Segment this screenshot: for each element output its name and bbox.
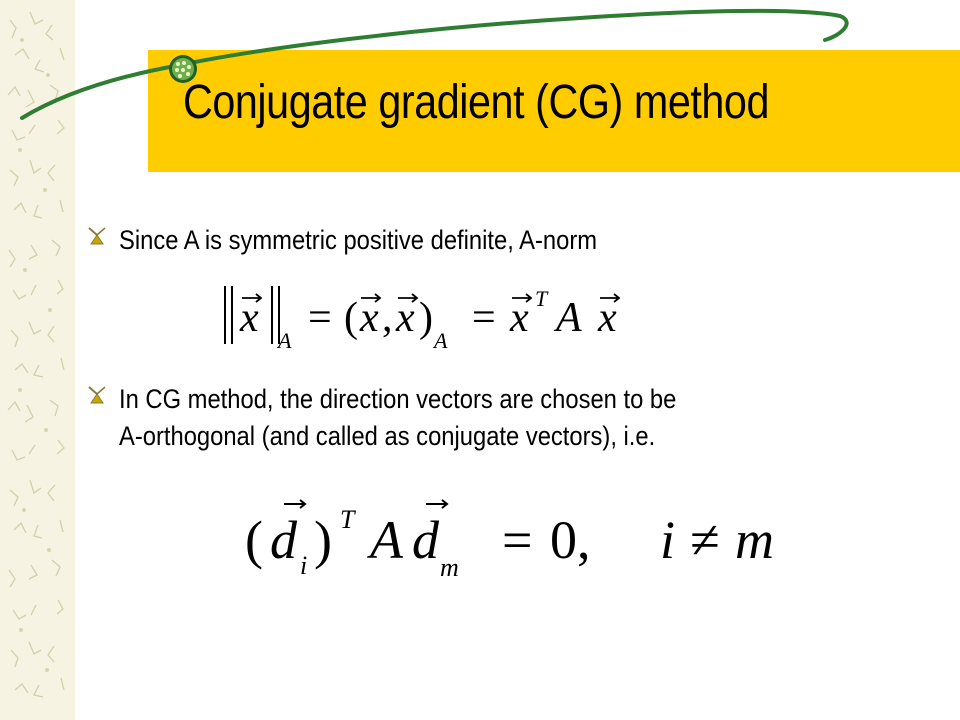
- equation-a-norm: [210, 276, 650, 354]
- inner-variable-1: x: [360, 295, 379, 341]
- inner-variable-2: x: [396, 295, 415, 341]
- not-equal-sign: ≠: [690, 510, 720, 570]
- index-m: m: [735, 510, 774, 570]
- subscript-i: i: [300, 551, 308, 580]
- inner-subscript: A: [434, 328, 448, 353]
- equals-sign: =: [308, 295, 332, 341]
- transpose-superscript: T: [340, 505, 355, 534]
- direction-vector-1: d: [270, 510, 297, 570]
- norm-variable: x: [240, 295, 259, 341]
- open-paren: (: [245, 510, 263, 570]
- bullet-item: [85, 222, 925, 262]
- direction-vector-2: d: [412, 510, 439, 570]
- norm-subscript: A: [278, 328, 292, 353]
- slide-title: Conjugate gradient (CG) method: [183, 76, 769, 129]
- bullet-icon: [85, 224, 109, 248]
- rhs-variable-1: x: [510, 295, 529, 341]
- equals-sign: =: [502, 510, 533, 570]
- subscript-m: m: [440, 553, 459, 582]
- comma: ,: [382, 295, 393, 341]
- open-paren: (: [344, 295, 358, 341]
- bullet-item: [85, 381, 925, 461]
- index-i: i: [660, 510, 676, 570]
- vector-arrow-icon: [426, 500, 447, 508]
- close-paren: ): [419, 295, 433, 341]
- transpose-superscript: T: [535, 286, 548, 311]
- close-paren: ): [314, 510, 332, 570]
- zero-value: 0,: [550, 510, 591, 570]
- rhs-variable-2: x: [598, 295, 617, 341]
- vector-arrow-icon: [284, 500, 305, 508]
- equation-a-orthogonal: [240, 490, 800, 590]
- bullet-text: In CG method, the direction vectors are chosen to be A-orthogonal (and called as conjugate vectors), i.e.: [119, 384, 677, 451]
- equals-sign: =: [472, 295, 496, 341]
- matrix-symbol: A: [370, 510, 403, 570]
- matrix-symbol: A: [556, 295, 582, 341]
- bullet-text: Since A is symmetric positive definite, A-norm: [119, 225, 598, 255]
- bullet-icon: [85, 383, 109, 407]
